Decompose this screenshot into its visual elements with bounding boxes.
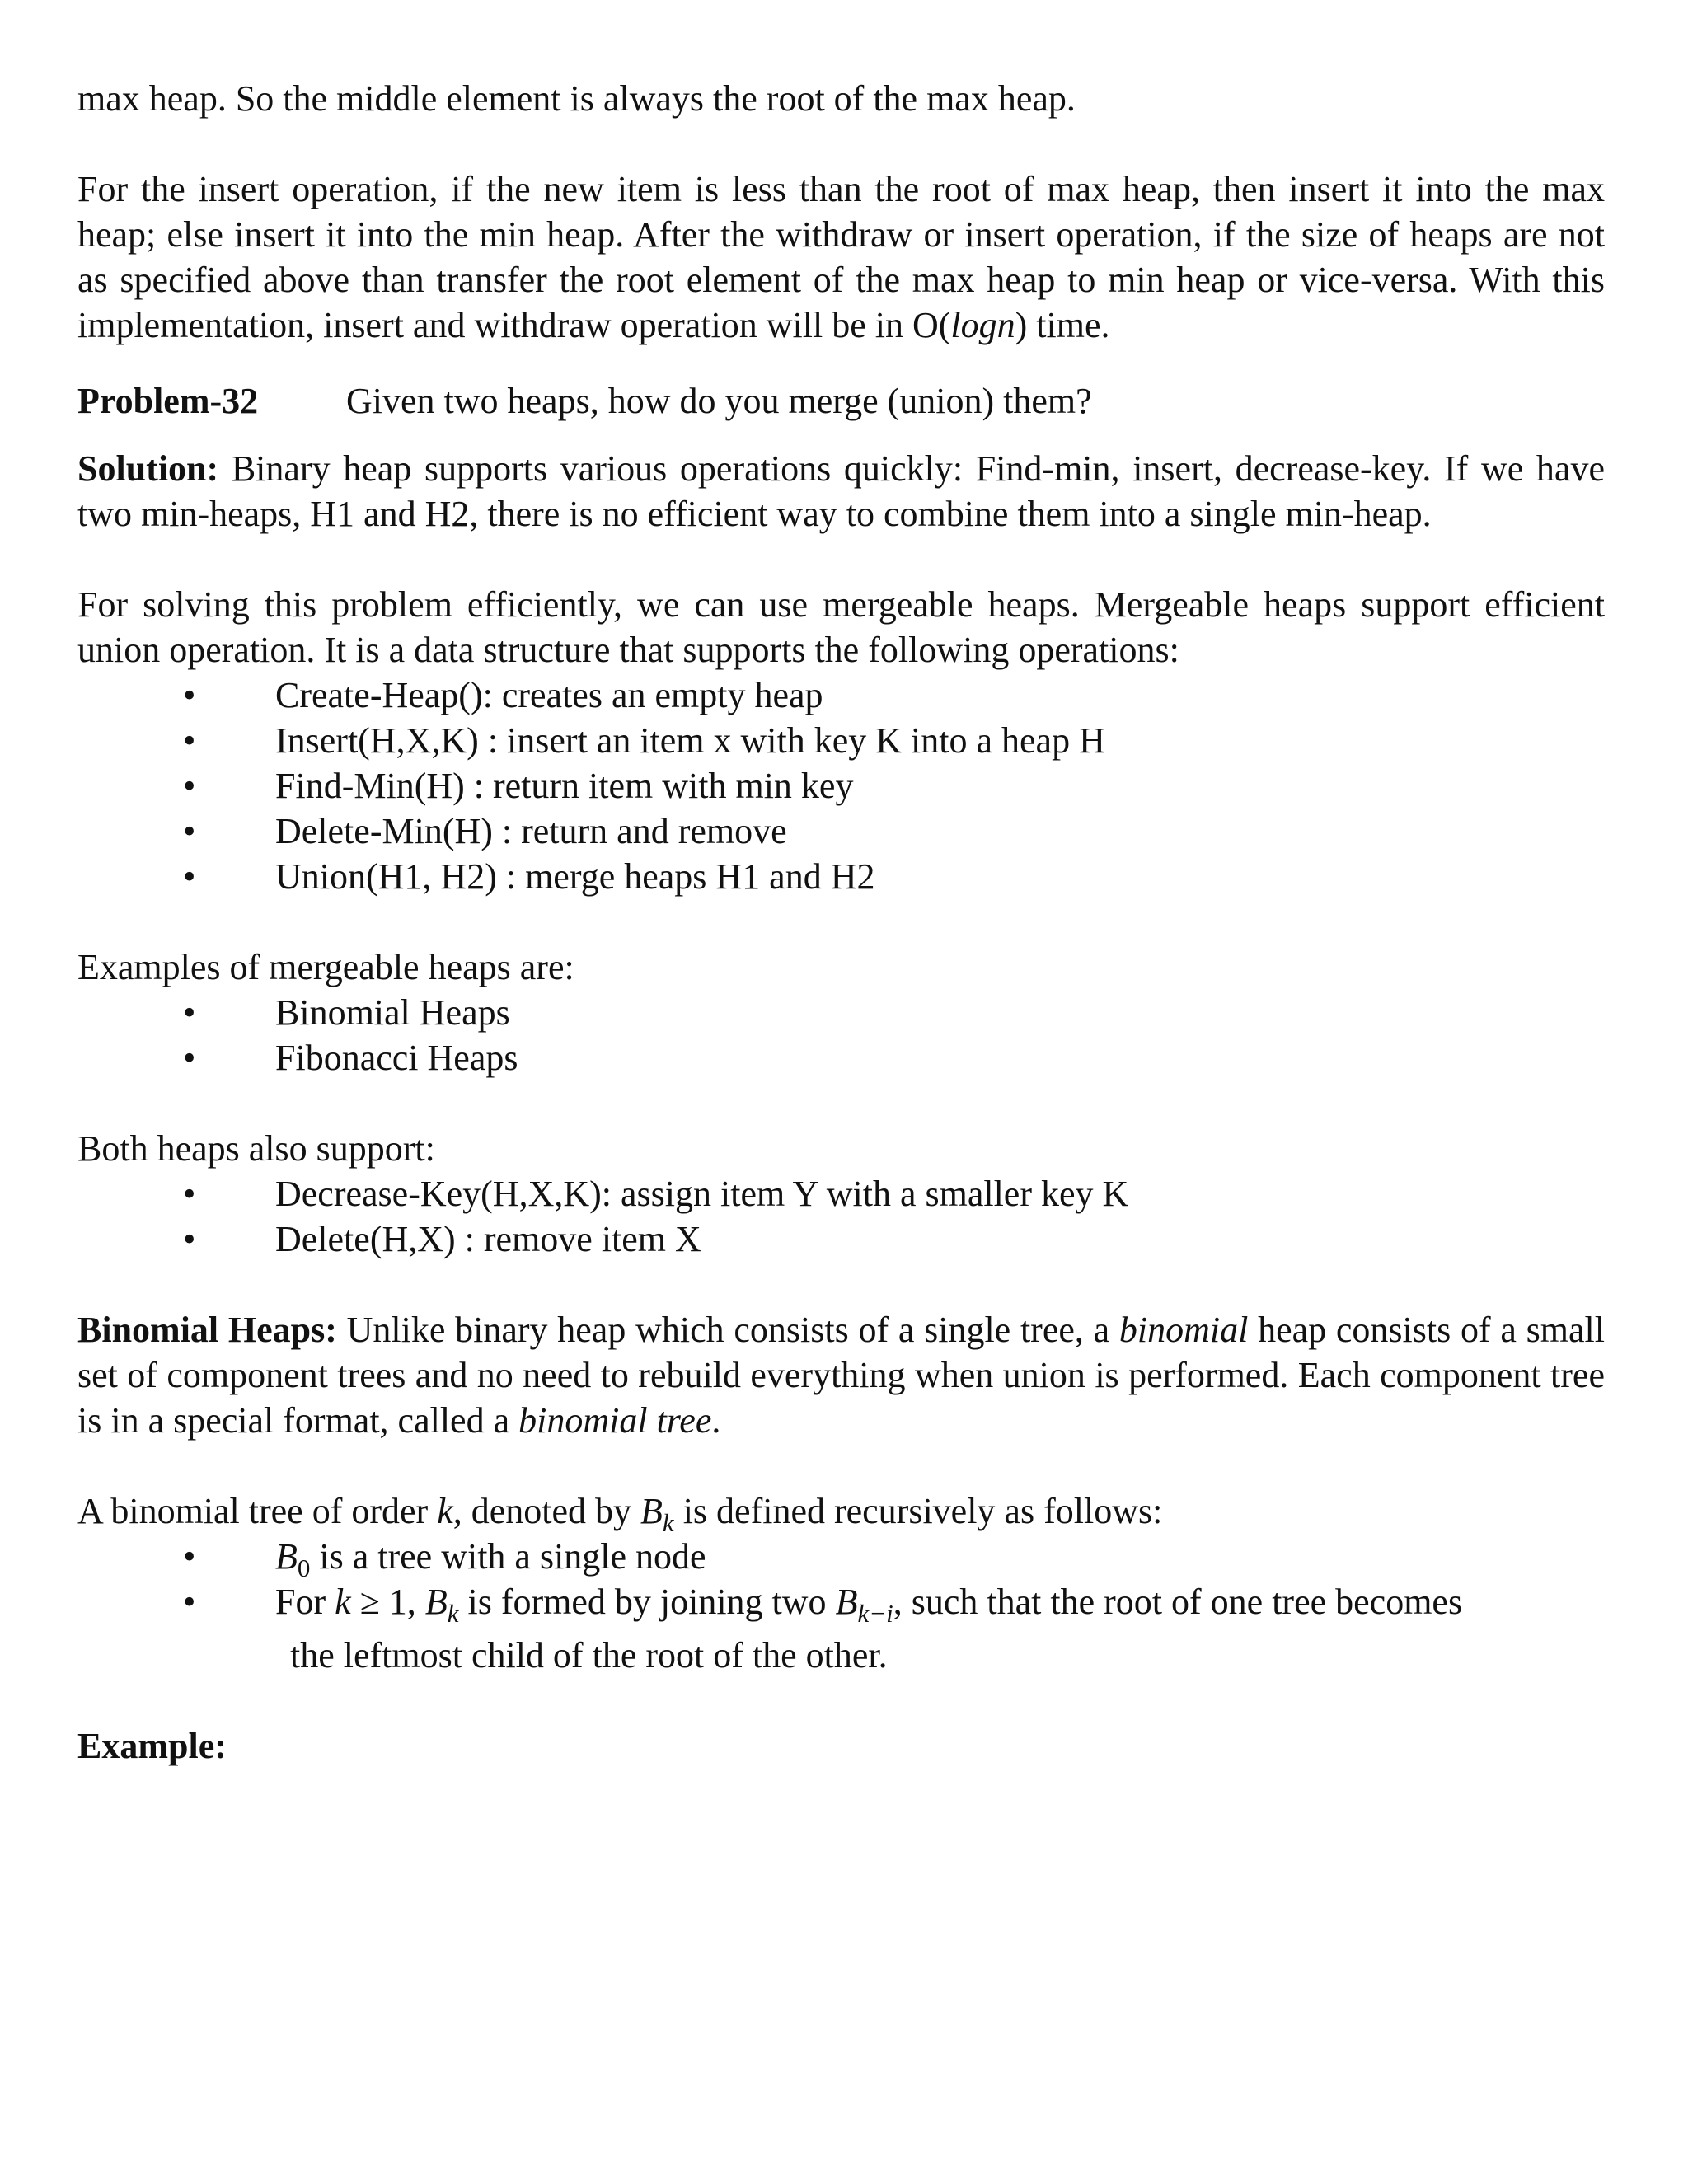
list-item-text: Create-Heap(): creates an empty heap [275,675,823,715]
list-item-text: Decrease-Key(H,X,K): assign item Y with a smaller key K [275,1174,1129,1214]
binomial-heaps-text-3: . [711,1400,721,1441]
bullet: • [183,1536,196,1577]
item2-sub-k-minus-i: k−i [857,1599,893,1628]
list-item [77,763,1605,808]
bullet: • [183,720,196,761]
intro-line: max heap. So the middle element is always the root of the max heap. [77,78,1076,119]
both-support-list [77,1171,1605,1262]
item1-B: B [275,1536,298,1577]
list-item [77,1534,1605,1582]
item1-text: is a tree with a single node [310,1536,706,1577]
list-item [77,1216,1605,1262]
examples-list [77,990,1605,1080]
def-k: k [437,1491,453,1531]
item2-text-3: is formed by joining two [458,1582,836,1622]
def-B: B [640,1491,663,1531]
binomial-tree-definition [77,1488,1605,1537]
insert-para-end: ) time. [1015,305,1110,345]
bullet: • [183,1219,196,1259]
item2-continuation: the leftmost child of the root of the other. [290,1635,888,1675]
def-text-1: A binomial tree of order [77,1491,438,1531]
insert-para-text: For the insert operation, if the new item is less than the root of max heap, then insert it into the max heap; else insert it into the min heap. After the withdraw or insert operation, if the size of heaps are not as specified above than transfer the root element of the max heap to min heap or vice-versa. With this implementation, insert and withdraw operation will be in O( [77,169,1605,345]
bullet: • [183,766,196,806]
list-item-text: Insert(H,X,K) : insert an item x with key K into a heap H [275,720,1105,761]
item1-sub: 0 [297,1554,311,1582]
problem-heading [77,378,1605,424]
binomial-heaps-text-1: Unlike binary heap which consists of a single tree, a [336,1310,1119,1350]
list-item-text [275,1534,1605,1582]
list-item-text: Fibonacci Heaps [275,1038,518,1078]
definition-list [77,1534,1605,1678]
list-item [77,1035,1605,1080]
insert-operation-paragraph [77,166,1605,348]
list-item [77,854,1605,899]
examples-intro: Examples of mergeable heaps are: [77,947,574,987]
list-item-text: Union(H1, H2) : merge heaps H1 and H2 [275,856,875,897]
item2-sub-k: k [447,1599,459,1628]
bullet: • [183,1582,196,1622]
binomial-heaps-paragraph [77,1307,1605,1443]
bullet: • [183,856,196,897]
both-support-intro: Both heaps also support: [77,1128,435,1169]
item2-text-4: , such that the root of one tree becomes [893,1582,1463,1622]
bullet: • [183,1174,196,1214]
binomial-heaps-italic-1: binomial [1118,1310,1249,1350]
item2-text-1: For [275,1582,335,1622]
def-sub-k: k [662,1508,674,1537]
binomial-heaps-label: Binomial Heaps: [77,1310,337,1350]
solution-paragraph [77,446,1605,537]
item2-B: B [424,1582,448,1622]
example-label: Example: [77,1726,227,1766]
item2-text-2: ≥ 1, [350,1582,425,1622]
list-item [77,990,1605,1035]
list-item [77,1171,1605,1216]
list-item [77,718,1605,763]
bullet: • [183,1038,196,1078]
problem-label: Problem-32 [77,381,259,421]
list-item-text: Delete-Min(H) : return and remove [275,811,787,851]
solution-label: Solution: [77,448,219,489]
def-text-2: , denoted by [452,1491,641,1531]
list-item-text [275,1579,1605,1678]
bullet: • [183,992,196,1033]
problem-question: Given two heaps, how do you merge (union) them? [346,381,1092,421]
list-item-text: Find-Min(H) : return item with min key [275,766,854,806]
list-item-text: Binomial Heaps [275,992,510,1033]
bullet: • [183,675,196,715]
list-item [77,808,1605,854]
binomial-heaps-text-2: heap consists of a small set of component trees and no need to rebuild everything when union is performed. Each component tree is in a special format, called a [77,1310,1605,1441]
document-page [77,76,1605,1769]
operations-list [77,673,1605,899]
mergeable-heaps-paragraph: For solving this problem efficiently, we can use mergeable heaps. Mergeable heaps support efficient union operation. It is a data structure that supports the following operations: [77,584,1605,670]
list-item-text: Delete(H,X) : remove item X [275,1219,701,1259]
solution-text: Binary heap supports various operations quickly: Find-min, insert, decrease-key. If we have two min-heaps, H1 and H2, there is no efficient way to combine them into a single min-heap. [77,448,1605,534]
bullet: • [183,811,196,851]
list-item [77,1579,1605,1678]
item2-B2: B [835,1582,858,1622]
binomial-heaps-italic-2: binomial tree [518,1400,712,1441]
list-item [77,673,1605,718]
item2-k: k [335,1582,351,1622]
def-text-3: is defined recursively as follows: [673,1491,1163,1531]
insert-para-logn: logn [950,305,1015,345]
